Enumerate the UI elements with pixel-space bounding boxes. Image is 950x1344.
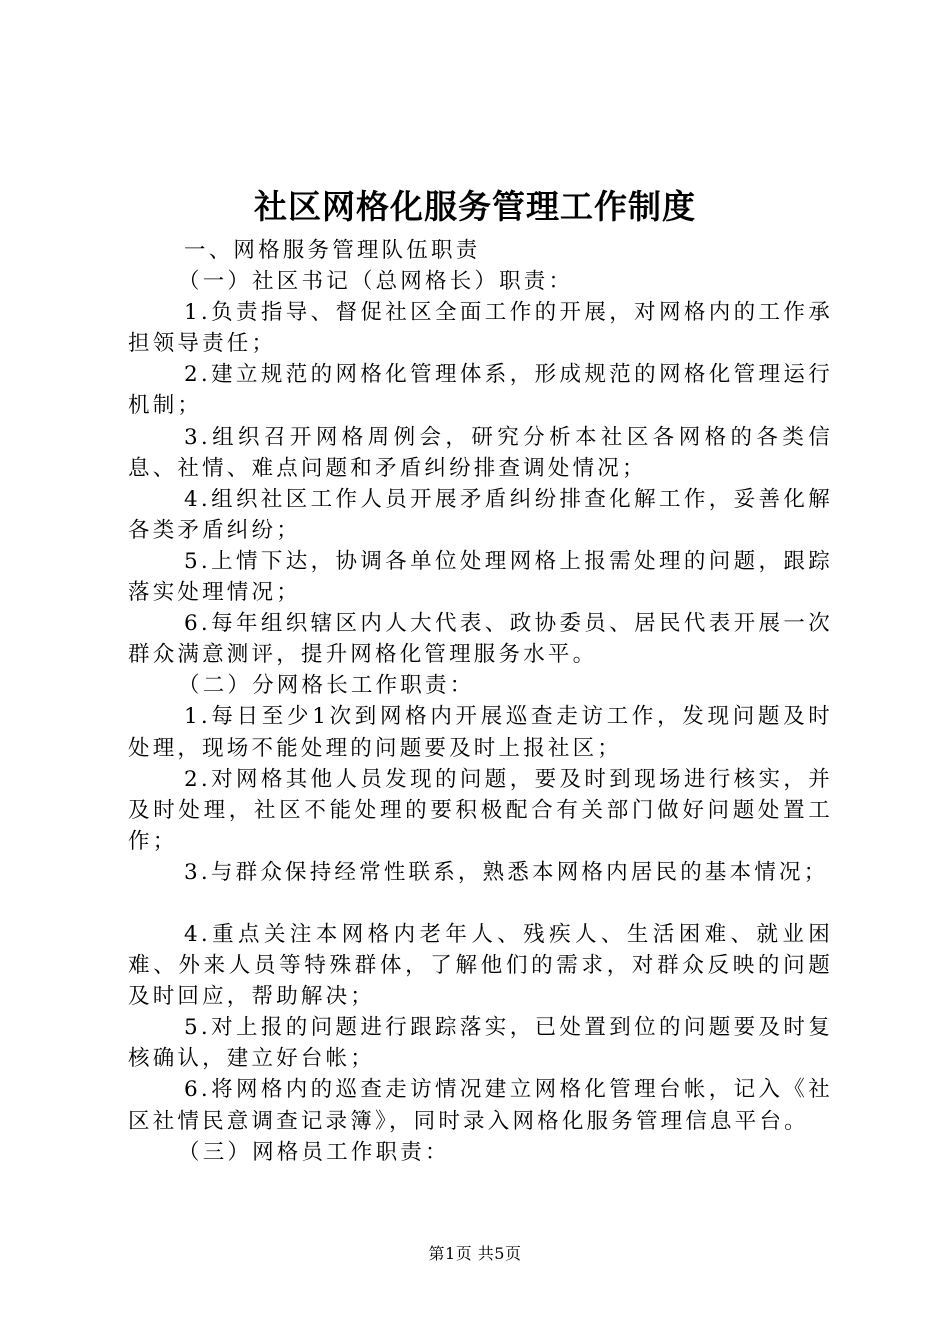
document-title: 社区网格化服务管理工作制度 xyxy=(254,187,696,226)
document-body xyxy=(128,235,833,1168)
list-item: 5.上情下达，协调各单位处理网格上报需处理的问题，跟踪落实处理情况； xyxy=(128,548,833,606)
list-item: 2.建立规范的网格化管理体系，形成规范的网格化管理运行机制； xyxy=(128,362,833,419)
page-number-footer: 第1页 共5页 xyxy=(428,1244,522,1263)
list-item: 6.将网格内的巡查走访情况建立网格化管理台帐，记入《社区社情民意调查记录簿》，同时录入网格化服务管理信息平台。 xyxy=(128,1077,833,1134)
section-heading: 一、网格服务管理队伍职责 xyxy=(184,238,481,263)
list-item: 6.每年组织辖区内人大代表、政协委员、居民代表开展一次群众满意测评，提升网格化管理服务水平。 xyxy=(128,611,833,668)
list-item: 1.每日至少1次到网格内开展巡查走访工作，发现问题及时处理，现场不能处理的问题要及时上报社区； xyxy=(128,704,833,761)
subsection-heading: （一）社区书记（总网格长）职责： xyxy=(178,269,574,295)
list-item: 4.重点关注本网格内老年人、残疾人、生活困难、就业困难、外来人员等特殊群体，了解他们的需求，对群众反映的问题及时回应，帮助解决； xyxy=(128,921,833,1010)
paragraph-gap xyxy=(128,888,833,919)
list-item: 1.负责指导、督促社区全面工作的开展，对网格内的工作承担领导责任； xyxy=(128,300,833,357)
subsection-heading: （二）分网格长工作职责： xyxy=(178,673,475,699)
subsection-heading: （三）网格员工作职责： xyxy=(178,1139,450,1165)
list-item: 2.对网格其他人员发现的问题，要及时到现场进行核实，并及时处理，社区不能处理的要积极配合有关部门做好问题处置工作； xyxy=(128,766,833,854)
list-item: 5.对上报的问题进行跟踪落实，已处置到位的问题要及时复核确认，建立好台帐； xyxy=(128,1015,833,1072)
list-item: 4.组织社区工作人员开展矛盾纠纷排查化解工作，妥善化解各类矛盾纠纷； xyxy=(128,486,833,543)
list-item: 3.与群众保持经常性联系，熟悉本网格内居民的基本情况； xyxy=(184,859,829,885)
list-item: 3.组织召开网格周例会，研究分析本社区各网格的各类信息、社情、难点问题和矛盾纠纷排查调处情况； xyxy=(128,424,833,481)
